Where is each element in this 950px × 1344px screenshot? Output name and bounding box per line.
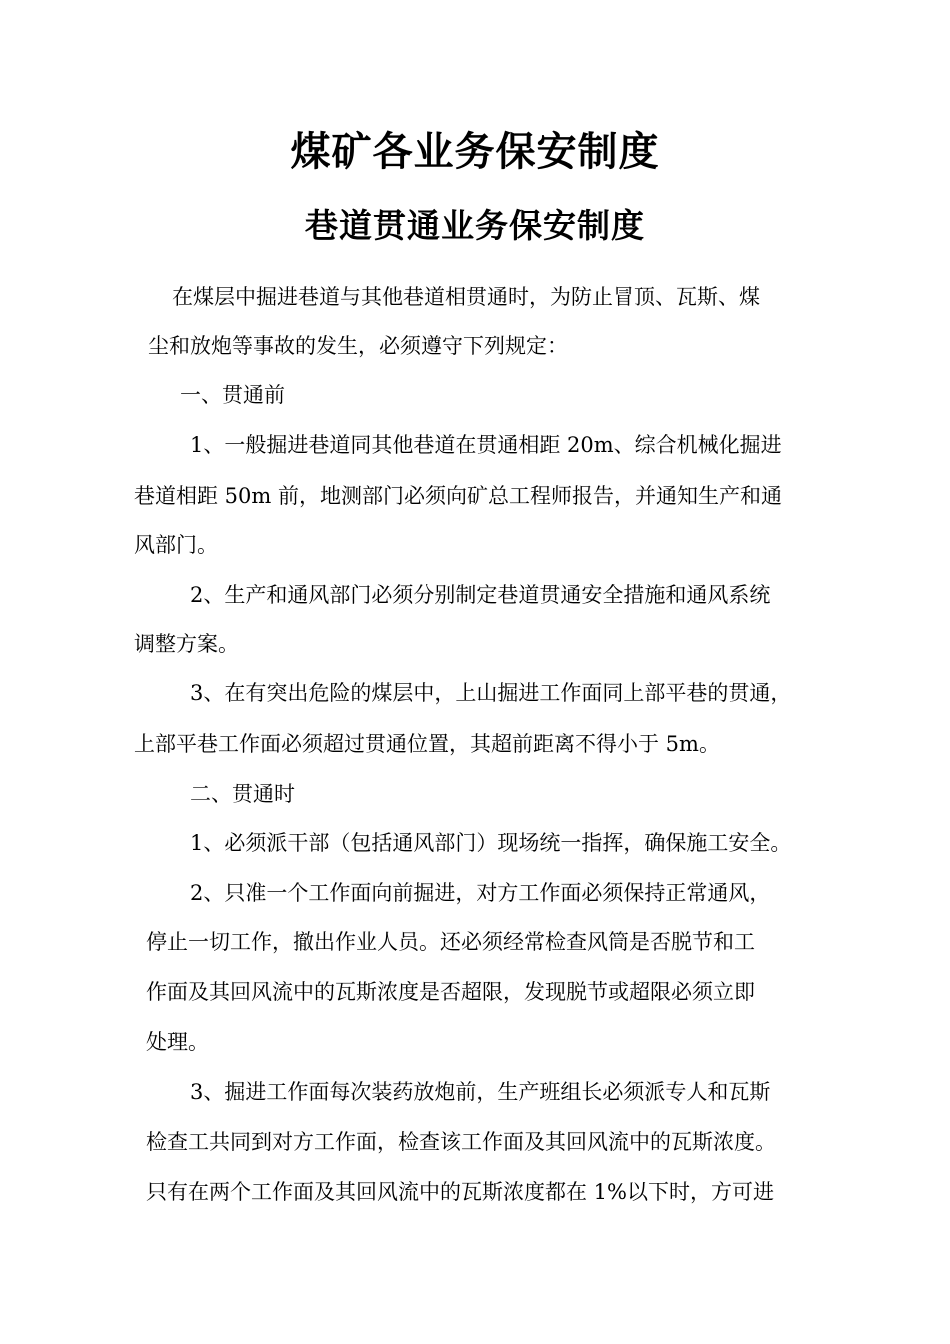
body-line: 尘和放炮等事故的发生，必须遵守下列规定：	[148, 334, 568, 358]
body-line: 调整方案。	[134, 632, 239, 656]
section-heading: 一、贯通前	[180, 383, 285, 407]
body-line: 上部平巷工作面必须超过贯通位置，其超前距离不得小于 5m。	[134, 732, 720, 756]
section-heading: 二、贯通时	[190, 782, 295, 806]
body-line: 检查工共同到对方工作面，检查该工作面及其回风流中的瓦斯浓度。	[146, 1130, 776, 1154]
body-line: 1、一般掘进巷道同其他巷道在贯通相距 20m、综合机械化掘进	[190, 433, 782, 457]
body-line: 处理。	[146, 1030, 209, 1054]
body-line: 停止一切工作，撤出作业人员。还必须经常检查风筒是否脱节和工	[146, 930, 755, 954]
document-subtitle: 巷道贯通业务保安制度	[305, 206, 645, 245]
body-line: 在煤层中掘进巷道与其他巷道相贯通时，为防止冒顶、瓦斯、煤	[172, 285, 760, 309]
body-line: 作面及其回风流中的瓦斯浓度是否超限，发现脱节或超限必须立即	[146, 980, 755, 1004]
body-line: 巷道相距 50m 前，地测部门必须向矿总工程师报告，并通知生产和通	[134, 484, 782, 508]
body-line: 3、在有突出危险的煤层中，上山掘进工作面同上部平巷的贯通，	[190, 681, 792, 705]
body-line: 1、必须派干部（包括通风部门）现场统一指挥，确保施工安全。	[190, 831, 792, 855]
body-line: 2、生产和通风部门必须分别制定巷道贯通安全措施和通风系统	[190, 583, 771, 607]
document-title: 煤矿各业务保安制度	[290, 129, 660, 175]
body-line: 3、掘进工作面每次装药放炮前，生产班组长必须派专人和瓦斯	[190, 1080, 771, 1104]
body-line: 只有在两个工作面及其回风流中的瓦斯浓度都在 1%以下时，方可进	[146, 1180, 774, 1204]
body-line: 风部门。	[134, 533, 218, 557]
body-line: 2、只准一个工作面向前掘进，对方工作面必须保持正常通风，	[190, 881, 771, 905]
